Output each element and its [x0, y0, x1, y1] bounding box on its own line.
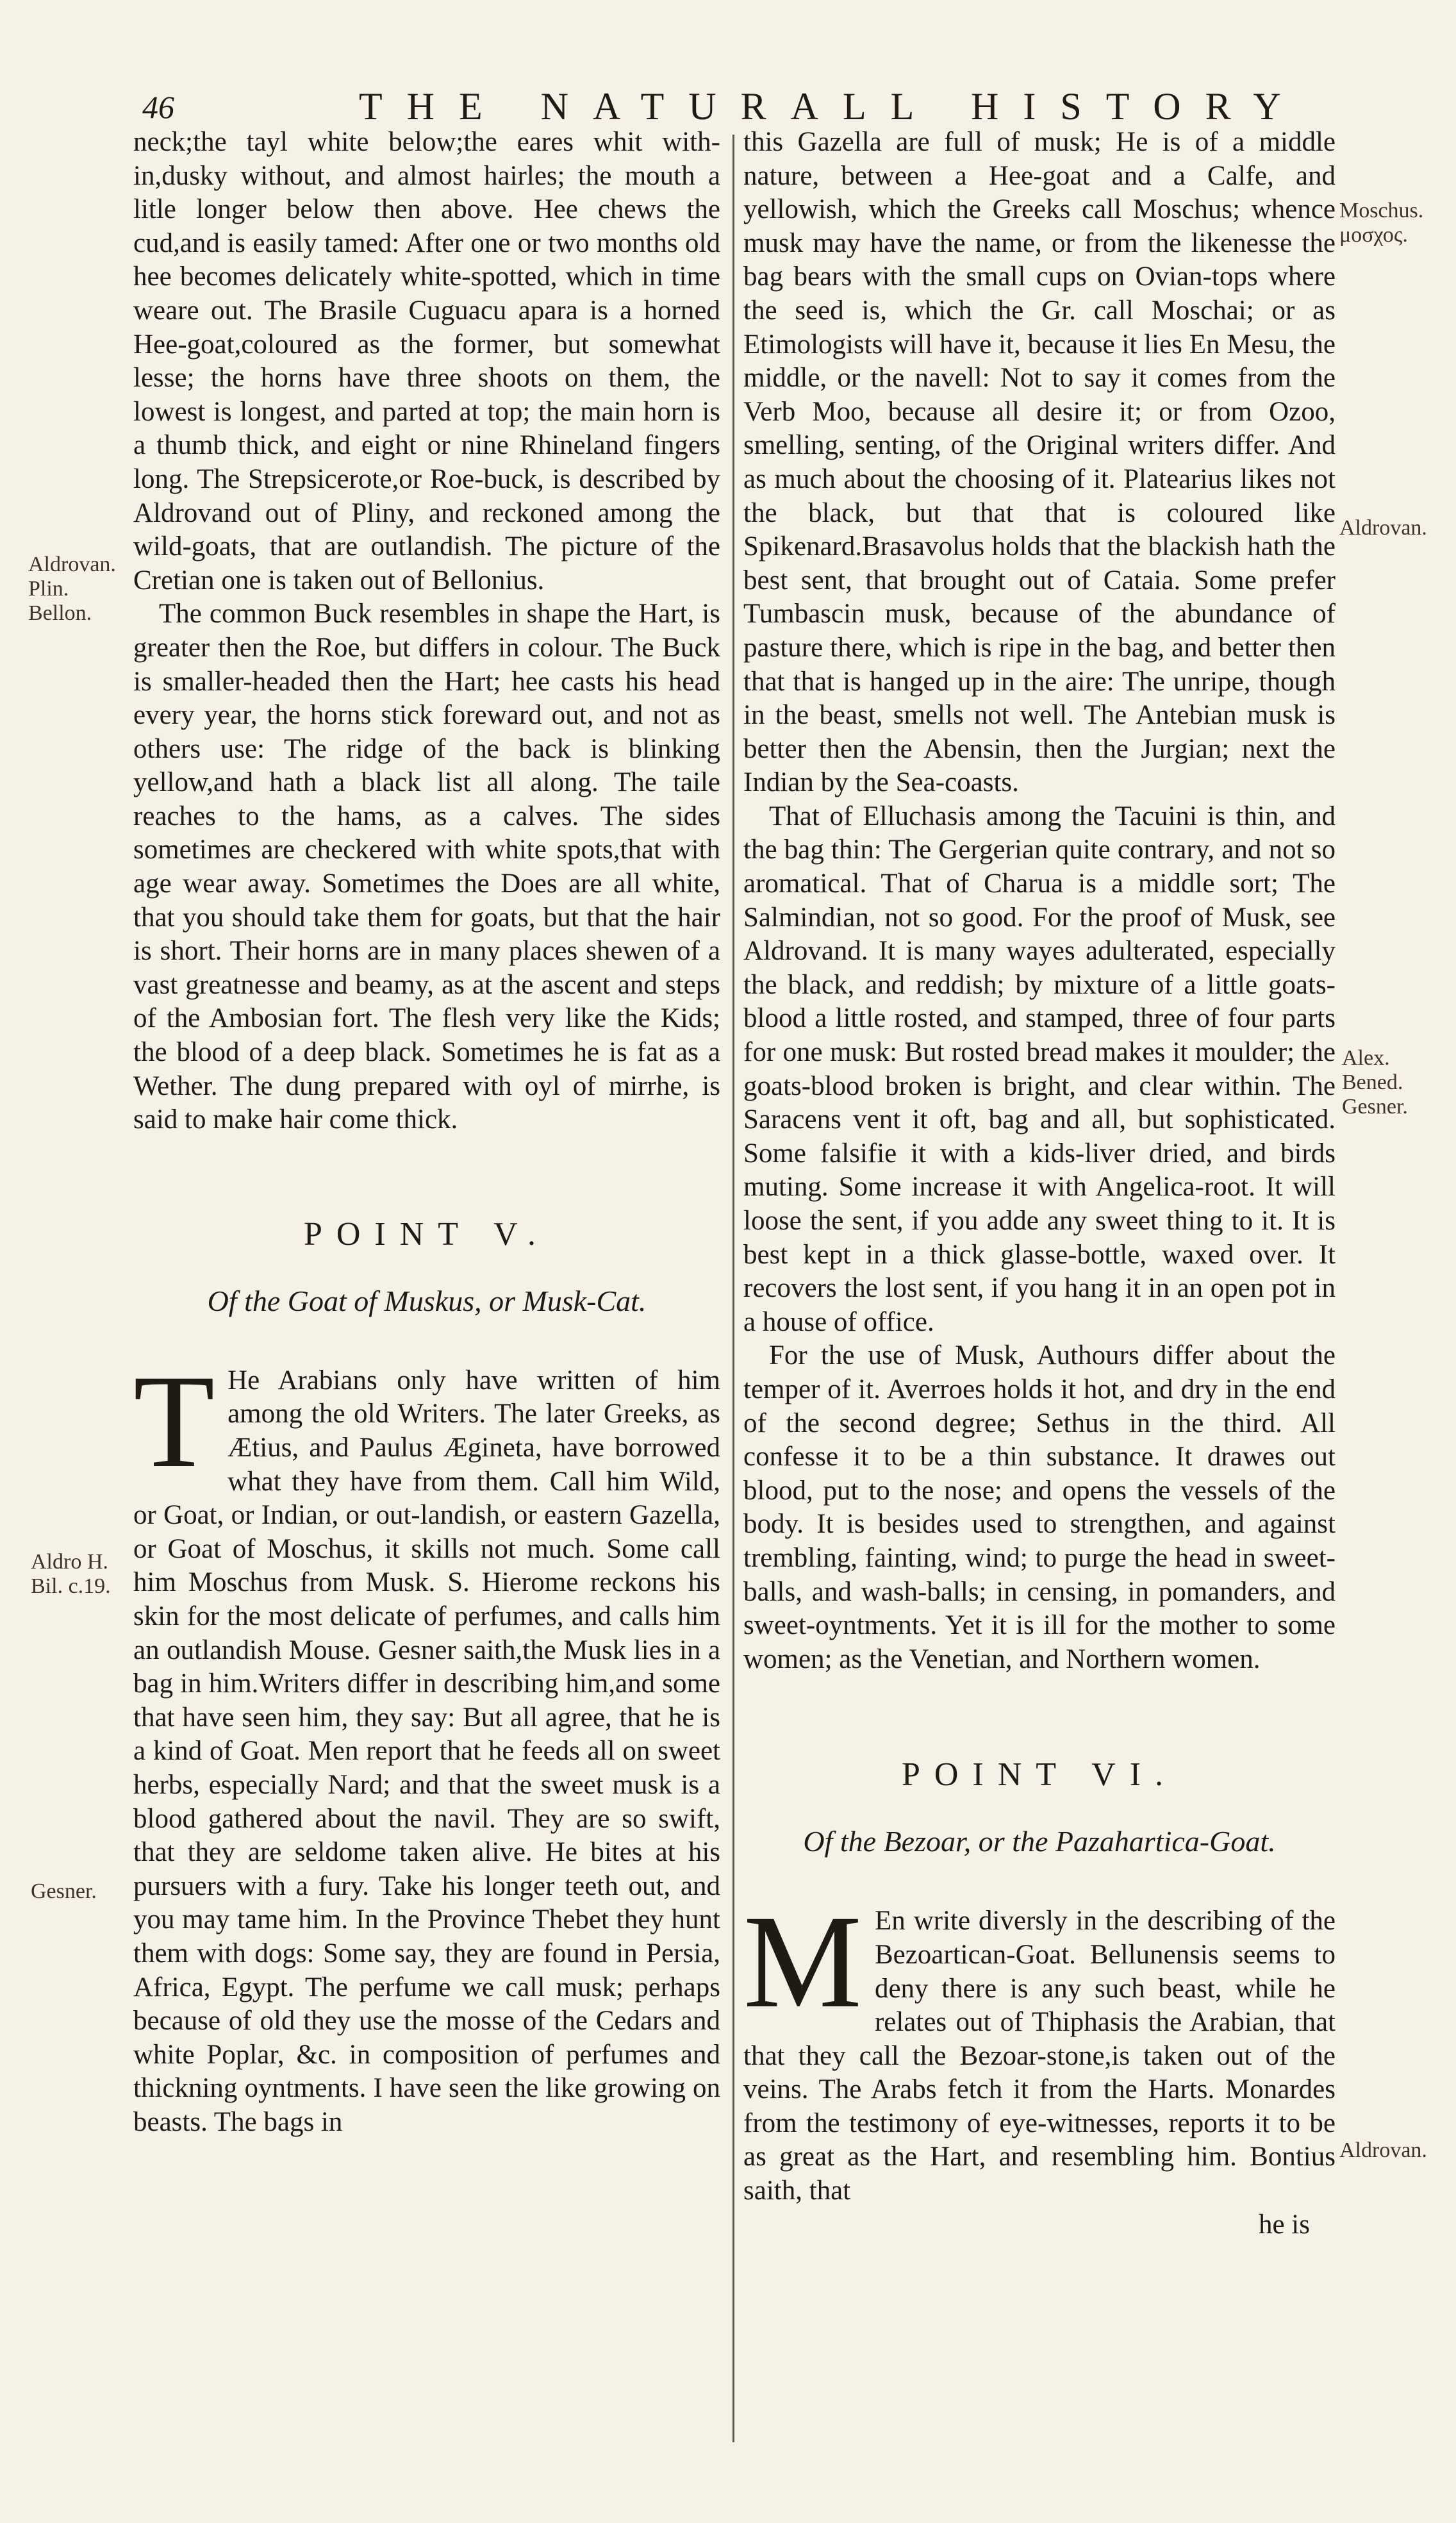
catchword: he is — [1258, 2209, 1310, 2240]
paragraph: That of Elluchasis among the Tacuini is thin, and the bag thin: The Gergerian quite contrary, and not so aromatical. That of Charua is a middle sort; The Salmindian, not so good. For the proof of Musk, see Aldrovand. It is many wayes adulterated, especially the black, and reddish; by mixture of a little goats-blood a little rosted, and stamped, three of four parts for one musk: But rosted bread makes it moulder; the goats-blood broken is bright, and clear within. The Saracens vent it oft, bag and all, but sophisticated. Some falsifie it with a kids-liver dried, and birds muting. Some increase it with Angelica-root. It will loose the sent, if you adde any sweet thing to it. It is best kept in a thick glasse-bottle, waxed over. It recovers the lost sent, if you hang it in an open pot in a house of office. — [743, 801, 1336, 1337]
page-number: 46 — [142, 89, 174, 125]
margin-note: Aldrovan. — [1339, 2138, 1427, 2162]
drop-cap: M — [743, 1888, 862, 2036]
margin-note: Aldrovan. Plin. Bellon. — [28, 553, 116, 625]
paragraph: For the use of Musk, Authours differ about the temper of it. Averroes holds it hot, and dry in the end of the second degree; Sethus in the third. All confesse it to be a thin substance. It drawes out blood, put to the nose; and opens the vessels of the body. It is besides used to strengthen, and against trembling, fainting, wind; to purge the head in sweet-balls, and wash-balls; in censing, in pomanders, and sweet-oyntments. Yet it is ill for the mother to some women; as the Venetian, and Northern women. — [743, 1340, 1336, 1674]
paragraph-text: En write diversly in the describing of the Bezoartican-Goat. Bellunensis seems to deny there is any such beast, while he relates out of Thiphasis the Arabian, that that they call the Bezoar-stone,is taken out of the veins. The Arabs fetch it from the Harts. Monardes from the testimony of eye-witnesses, reports it to be as great as the Hart, and resembling him. Bontius saith, that — [743, 1906, 1336, 2206]
section-subtitle: Of the Bezoar, or the Pazahartica-Goat. — [803, 1825, 1276, 1858]
section-subtitle: Of the Goat of Muskus, or Musk-Cat. — [207, 1284, 647, 1317]
margin-note: Moschus. μοσχος. — [1339, 199, 1424, 247]
section-heading: POINT VI. — [901, 1756, 1178, 1794]
right-column — [743, 126, 1336, 2242]
margin-note: Aldro H. Bil. c.19. — [31, 1550, 111, 1598]
running-head — [0, 76, 1456, 127]
left-column — [133, 126, 720, 2139]
column-rule — [732, 135, 734, 2442]
paragraph — [133, 1347, 720, 2140]
running-title: THE NATURALL HISTORY — [359, 85, 1305, 128]
paragraph — [743, 1888, 1336, 2208]
paragraph: this Gazella are full of musk; He is of a middle nature, between a Hee-goat and a Calfe, and yellowish, which the Greeks call Moschus; whence musk may have the name, or from the likenesse the bag bears with the small cups on Ovian-tops where the seed is, which the Gr. call Moschai; or as Etimologists will have it, because it lies En Mesu, the middle, or the navell: Not to say it comes from the Verb Moo, because all desire it; or from Ozoo, smelling, senting, of the Original writers differ. And as much about the choosing of it. Platearius likes not the black, but that that is coloured like Spikenard.Brasavolus holds that the blackish hath the best sent, that brought out of Cataia. Some prefer Tumbascin musk, because of the abundance of pasture there, which is ripe in the bag, and better then that that is hanged up in the aire: The unripe, though in the beast, smells not well. The Antebian musk is better then the Abensin, then the Jurgian; next the Indian by the Sea-coasts. — [743, 127, 1336, 798]
margin-note: Gesner. — [31, 1879, 97, 1903]
section-heading: POINT V. — [303, 1215, 550, 1253]
drop-cap: T — [133, 1347, 215, 1495]
paragraph-text: He Arabians only have written of him among the old Writers. The later Greeks, as Ætius, and Paulus Ægineta, have borrowed what they have from them. Call him Wild, or Goat, or Indian, or out-landish, or eastern Gazella, or Goat of Moschus, it skills not much. Some call him Moschus from Musk. S. Hierome reckons his skin for the most delicate of perfumes, and calls him an outlandish Mouse. Gesner saith,the Musk lies in a bag in him.Writers differ in describing him,and some that have seen him, they say: But all agree, that he is a kind of Goat. Men report that he feeds all on sweet herbs, especially Nard; and that the sweet musk is a blood gathered about the navil. They are so swift, that they are seldome taken alive. He bites at his pursuers with a fury. Take his longer teeth out, and you may tame him. In the Province Thebet they hunt them with dogs: Some say, they are found in Persia, Africa, Egypt. The perfume we call musk; perhaps because of old they use the mosse of the Cedars and white Poplar, &c. in composition of perfumes and thickning oyntments. I have seen the like growing on beasts. The bags in — [133, 1365, 720, 2137]
margin-note: Aldrovan. — [1339, 516, 1427, 540]
paragraph: The common Buck resembles in shape the Hart, is greater then the Roe, but differs in colour. The Buck is smaller-headed then the Hart; hee casts his head every year, the horns stick foreward out, and not as others use: The ridge of the back is blinking yellow,and hath a black list all along. The taile reaches to the hams, as a calves. The sides sometimes are checkered with white spots,that with age wear away. Sometimes the Does are all white, that you should take them for goats, but that the hair is short. Their horns are in many places shewen of a vast greatnesse and beamy, as at the ascent and steps of the Ambosian fort. The flesh very like the Kids; the blood of a deep black. Sometimes he is fat as a Wether. The dung prepared with oyl of mirrhe, is said to make hair come thick. — [133, 599, 720, 1135]
margin-note: Alex. Bened. Gesner. — [1342, 1046, 1408, 1119]
paragraph: neck;the tayl white below;the eares whit with-in,dusky without, and almost hairles; the mouth a litle longer below then above. Hee chews the cud,and is easily tamed: After one or two months old hee becomes delicately white-spotted, which in time weare out. The Brasile Cuguacu apara is a horned Hee-goat,coloured as the former, but somewhat lesse; the horns have three shoots on them, the lowest is longest, and parted at top; the main horn is a thumb thick, and eight or nine Rhineland fingers long. The Strepsicerote,or Roe-buck, is described by Aldrovand out of Pliny, and reckoned among the wild-goats, that are outlandish. The picture of the Cretian one is taken out of Bellonius. — [133, 127, 720, 595]
